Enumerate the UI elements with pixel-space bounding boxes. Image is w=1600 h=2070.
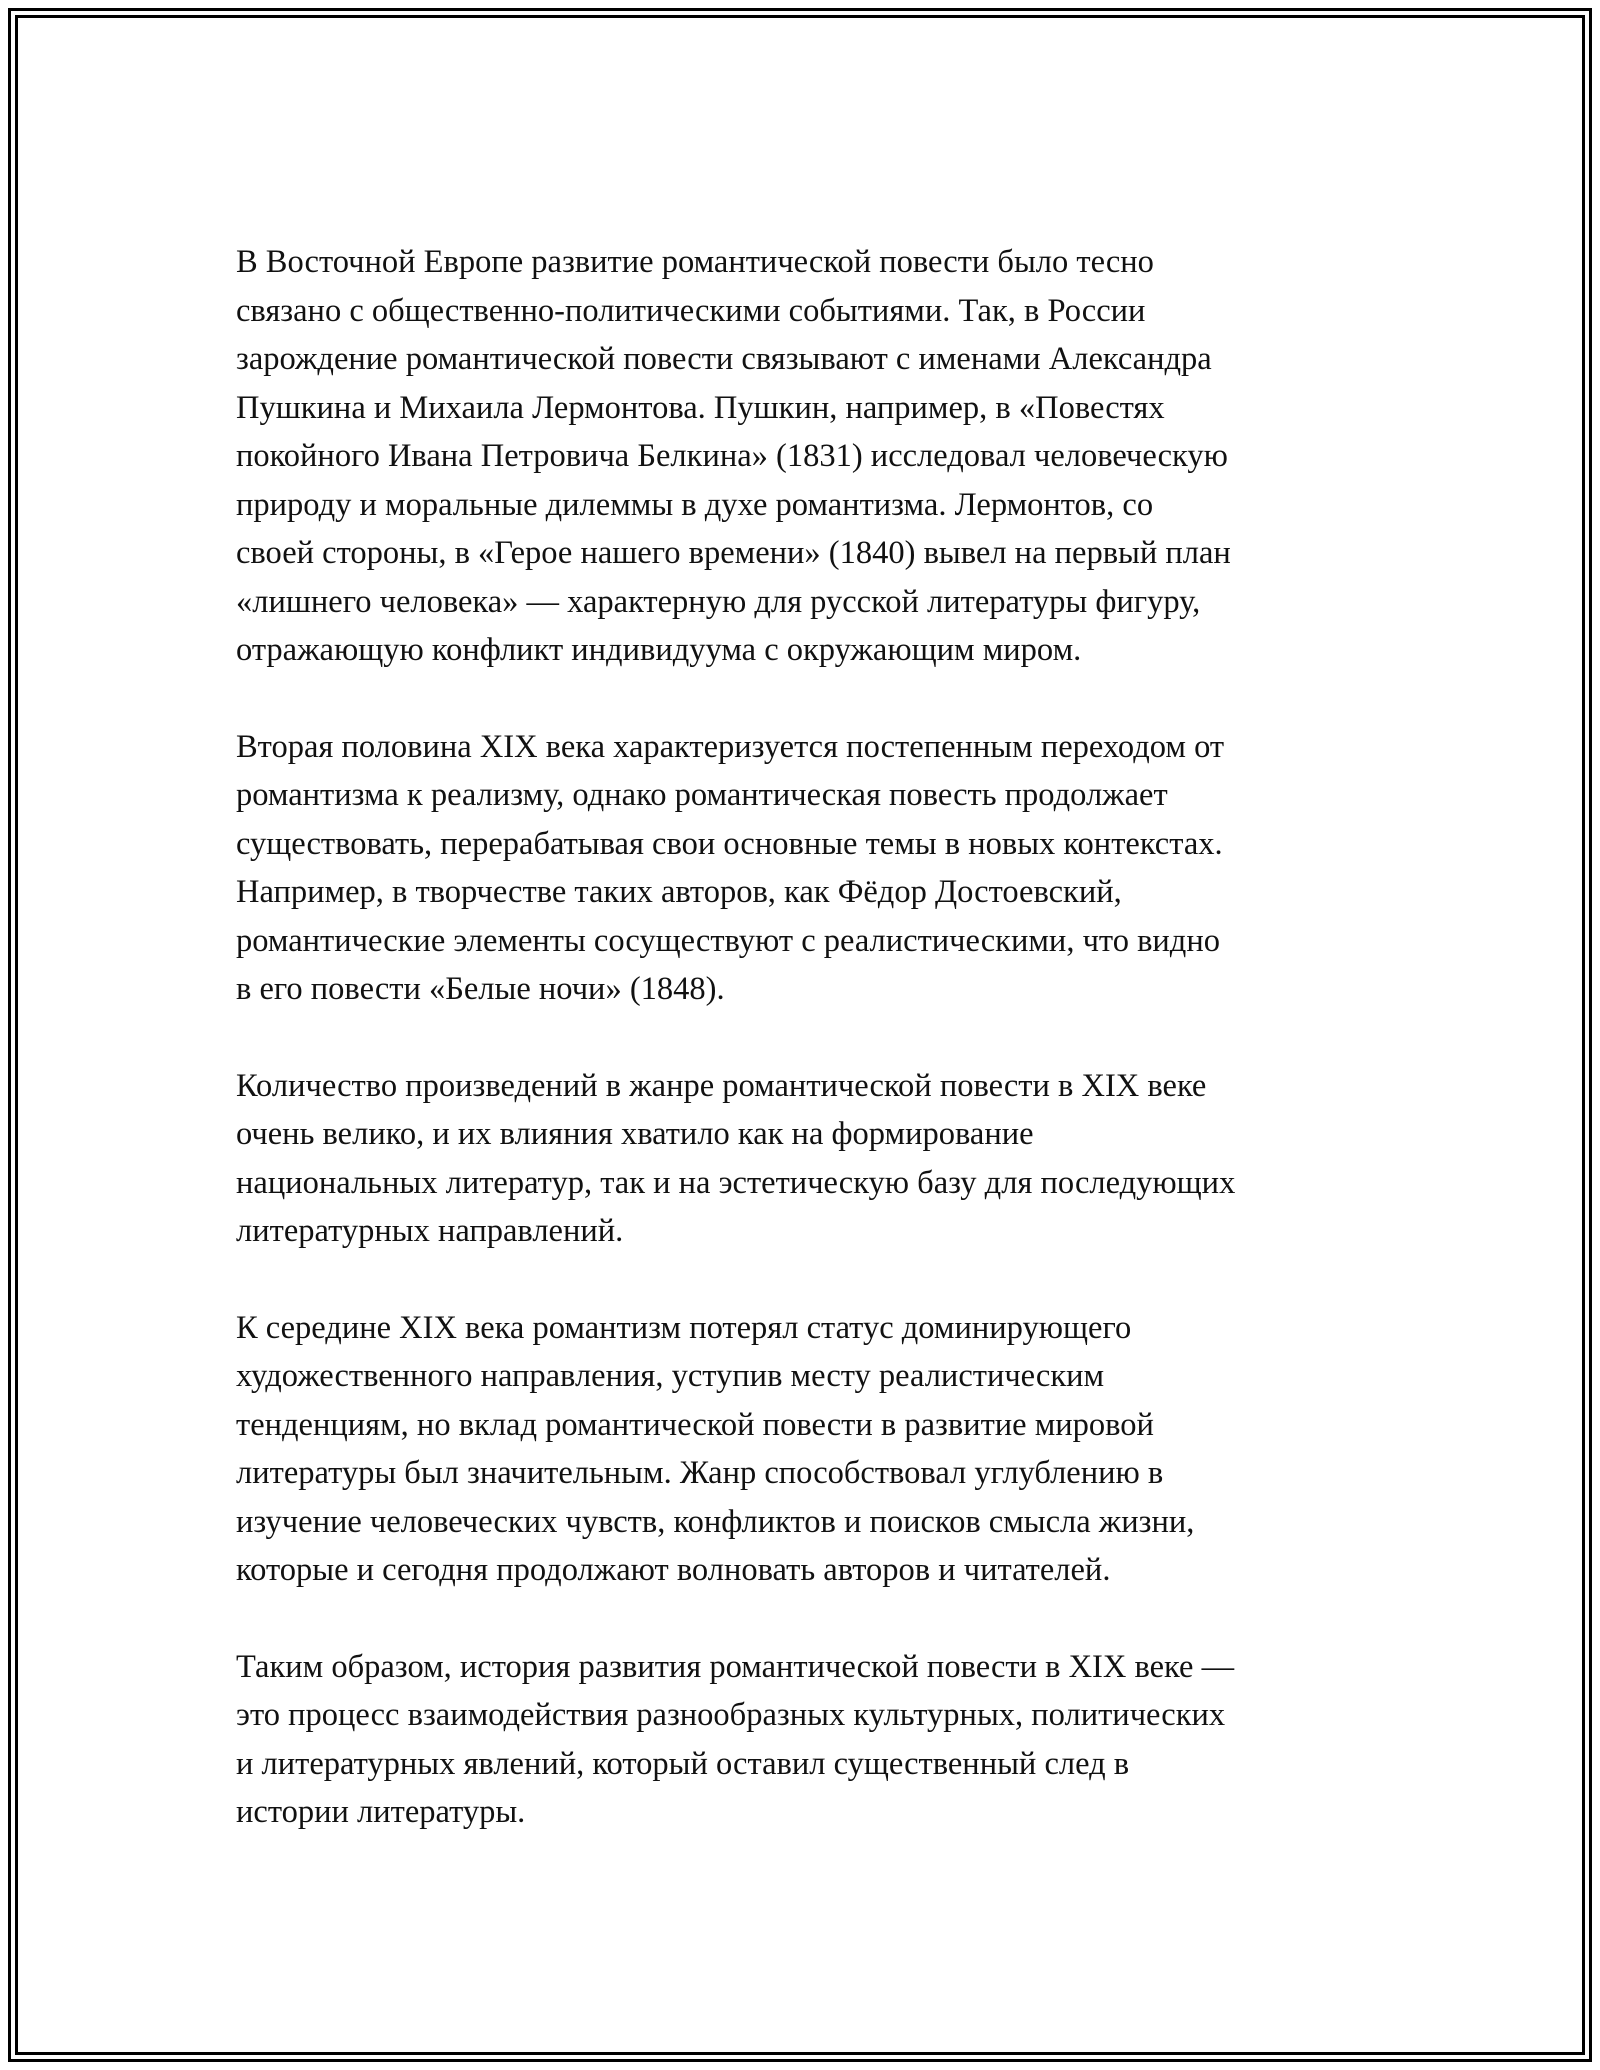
document-body: [236, 238, 1376, 1885]
paragraph-eastern-europe: В Восточной Европе развитие романтической повести было тесно связано с общественно-политическими событиями. Так, в России зарождение романтической повести связывают с именами Александра Пушкина и Михаила Лермонтова. Пушкин, например, в «Повестях покойного Ивана Петровича Белкина» (1831) исследовал человеческую природу и моральные дилеммы в духе романтизма. Лермонтов, со своей стороны, в «Герое нашего времени» (1840) вывел на первый план «лишнего человека» — характерную для русской литературы фигуру, отражающую конфликт индивидуума с окружающим миром.: [236, 244, 1231, 668]
paragraph-number-of-works: Количество произведений в жанре романтической повести в XIX веке очень велико, и их влияния хватило как на формирование национальных литератур, так и на эстетическую базу для последующих литературных направлений.: [236, 1067, 1236, 1249]
paragraph-conclusion: Таким образом, история развития романтической повести в XIX веке — это процесс взаимодействия разнообразных культурных, политических и литературных явлений, который оставил существенный след в истории литературы.: [236, 1648, 1235, 1830]
paragraph-second-half-19th-century: Вторая половина XIX века характеризуется постепенным переходом от романтизма к реализму, однако романтическая повесть продолжает существовать, перерабатывая свои основные темы в новых контекстах. Например, в творчестве таких авторов, как Фёдор Достоевский, романтические элементы сосуществуют с реалистическими, что видно в его повести «Белые ночи» (1848).: [236, 728, 1225, 1007]
paragraph-mid-19th-century: К середине XIX века романтизм потерял статус доминирующего художественного направления, уступив месту реалистическим тенденциям, но вклад романтической повести в развитие мировой литературы был значительным. Жанр способствовал углублению в изучение человеческих чувств, конфликтов и поисков смысла жизни, которые и сегодня продолжают волновать авторов и читателей.: [236, 1309, 1195, 1588]
